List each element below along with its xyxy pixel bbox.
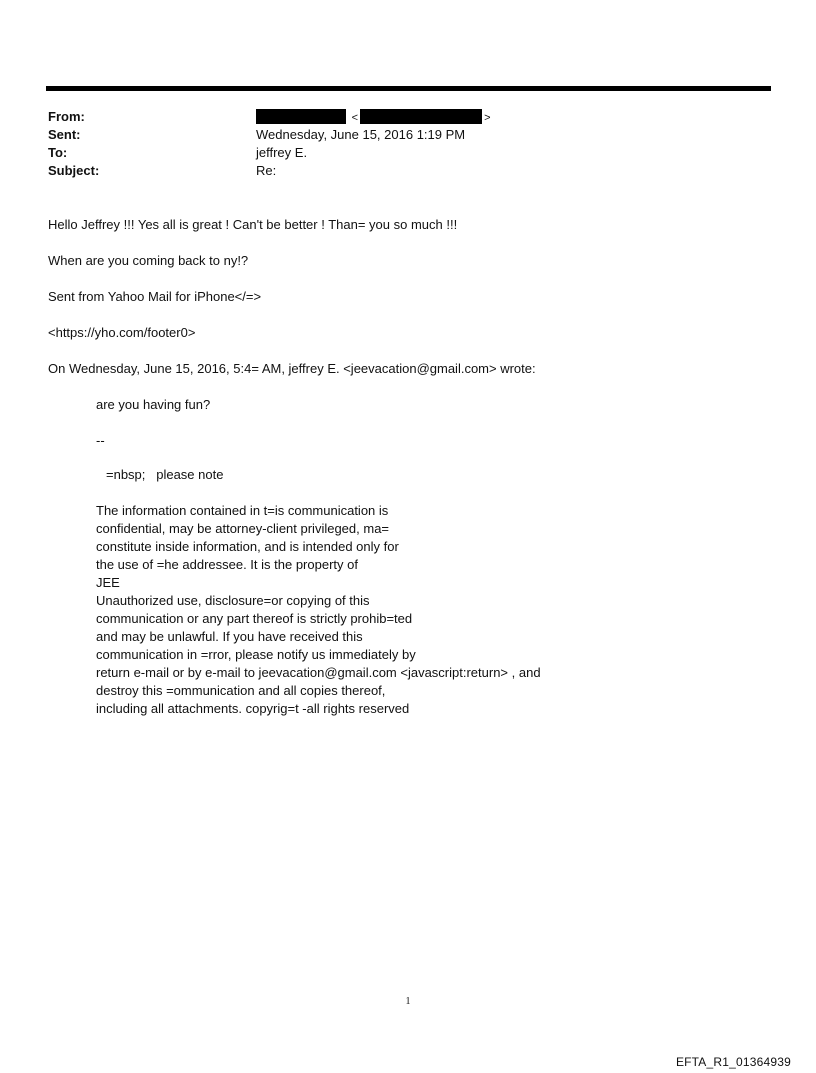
from-value: [256, 108, 493, 127]
sent-label: Sent:: [48, 127, 81, 142]
email-header: [48, 108, 748, 180]
sent-row: [48, 126, 748, 144]
disclaimer-line: The information contained in t=is communication is: [96, 503, 389, 518]
to-row: [48, 144, 748, 162]
to-value: jeffrey E.: [256, 145, 308, 160]
disclaimer-line: Unauthorized use, disclosure=or copying of this: [96, 593, 370, 608]
disclaimer-line: destroy this =ommunication and all copies thereof,: [96, 683, 386, 698]
document-id: EFTA_R1_01364939: [675, 1055, 791, 1069]
quoted-question: are you having fun?: [96, 397, 211, 412]
page-number: 1: [405, 996, 411, 1007]
disclaimer-line: return e-mail or by e-mail to jeevacation@gmail.com <javascript:return> , and: [96, 665, 541, 680]
body-line-attribution: On Wednesday, June 15, 2016, 5:4= AM, jeffrey E. <jeevacation@gmail.com> wrote:: [48, 361, 536, 376]
disclaimer-line: constitute inside information, and is intended only for: [96, 539, 399, 554]
disclaimer-line: confidential, may be attorney-client privileged, ma=: [96, 521, 390, 536]
disclaimer-line: including all attachments. copyrig=t -all rights reserved: [96, 701, 410, 716]
body-line-greeting: Hello Jeffrey !!! Yes all is great ! Can't be better ! Than= you so much !!!: [48, 217, 458, 232]
subject-label: Subject:: [48, 163, 100, 178]
from-label: From:: [48, 109, 85, 124]
body-line-signature: Sent from Yahoo Mail for iPhone</=>: [48, 289, 262, 304]
subject-row: [48, 162, 748, 180]
body-line-question: When are you coming back to ny!?: [48, 253, 249, 268]
from-close-bracket: >: [484, 112, 491, 124]
header-divider: [46, 86, 771, 91]
redaction-block: [256, 109, 346, 124]
to-label: To:: [48, 145, 68, 160]
quoted-note: =nbsp; please note: [106, 467, 224, 482]
quoted-separator: --: [96, 433, 105, 448]
disclaimer-line: the use of =he addressee. It is the property of: [96, 557, 358, 572]
disclaimer-line: JEE: [96, 575, 120, 590]
disclaimer-line: communication or any part thereof is strictly prohib=ted: [96, 611, 413, 626]
from-open-bracket: <: [351, 112, 359, 124]
disclaimer-line: and may be unlawful. If you have received this: [96, 629, 363, 644]
redaction-block: [360, 109, 482, 124]
subject-value: Re:: [256, 163, 277, 178]
confidentiality-disclaimer: [96, 502, 541, 718]
body-line-footer-link: <https://yho.com/footer0>: [48, 325, 196, 340]
sent-value: Wednesday, June 15, 2016 1:19 PM: [256, 127, 466, 142]
from-row: [48, 108, 748, 126]
disclaimer-line: communication in =rror, please notify us immediately by: [96, 647, 416, 662]
